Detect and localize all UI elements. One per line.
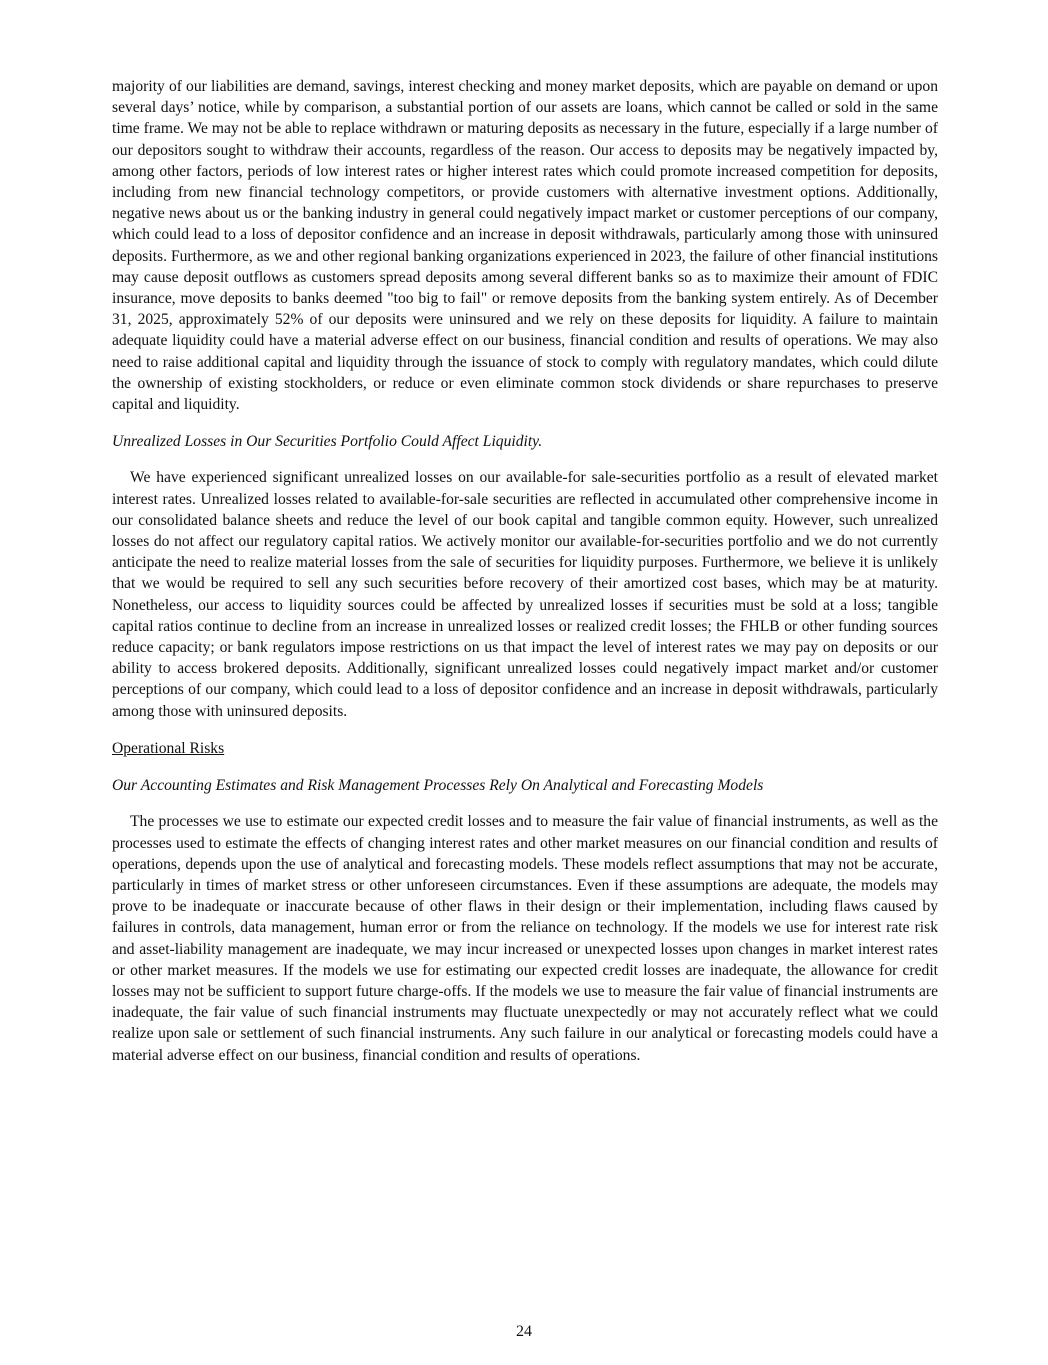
document-page: [112, 76, 938, 1066]
page-number: 24: [516, 1323, 532, 1340]
section-heading-unrealized-losses: Unrealized Losses in Our Securities Portfolio Could Affect Liquidity.: [112, 433, 543, 451]
paragraph-liquidity-continued: majority of our liabilities are demand, savings, interest checking and money market deposits, which are payable on demand or upon several days’ notice, while by comparison, a substantial portion of our assets are loans, which cannot be called or sold in the same time frame. We may not be able to replace withdrawn or maturing deposits as necessary in the future, especially if a large number of our depositors sought to withdraw their accounts, regardless of the reason. Our access to deposits may be negatively impacted by, among other factors, periods of low interest rates or higher interest rates which could promote increased competition for deposits, including from new financial technology competitors, or provide customers with alternative investment options. Additionally, negative news about us or the banking industry in general could negatively impact market or customer perceptions of our company, which could lead to a loss of depositor confidence and an increase in deposit withdrawals, particularly among those with uninsured deposits. Furthermore, as we and other regional banking organizations experienced in 2023, the failure of other financial institutions may cause deposit outflows as customers spread deposits among several different banks so as to maximize their amount of FDIC insurance, move deposits to banks deemed "too big to fail" or remove deposits from the banking system entirely. As of December 31, 2025, approximately 52% of our deposits were uninsured and we rely on these deposits for liquidity. A failure to maintain adequate liquidity could have a material adverse effect on our business, financial condition and results of operations. We may also need to raise additional capital and liquidity through the issuance of stock to comply with regulatory mandates, which could dilute the ownership of existing stockholders, or reduce or even eliminate common stock dividends or share repurchases to preserve capital and liquidity.: [112, 78, 938, 414]
paragraph-analytical-models: The processes we use to estimate our expected credit losses and to measure the fair value of financial instruments, as well as the processes used to estimate the effects of changing interest rates and other market measures on our financial condition and results of operations, depends upon the use of analytical and forecasting models. These models reflect assumptions that may not be accurate, particularly in times of market stress or other unforeseen circumstances. Even if these assumptions are adequate, the models may prove to be inadequate or inaccurate because of other flaws in their design or their implementation, including flaws caused by failures in controls, data management, human error or from the reliance on technology. If the models we use for interest rate risk and asset-liability management are inadequate, we may incur increased or unexpected losses upon changes in market interest rates or other market measures. If the models we use for estimating our expected credit losses are inadequate, the allowance for credit losses may not be sufficient to support future charge-offs. If the models we use to measure the fair value of financial instruments are inadequate, the fair value of such financial instruments may fluctuate unexpectedly or may not accurately reflect what we could realize upon sale or settlement of such financial instruments. Any such failure in our analytical or forecasting models could have a material adverse effect on our business, financial condition and results of operations.: [112, 813, 938, 1064]
section-heading-analytical-models: Our Accounting Estimates and Risk Management Processes Rely On Analytical and Forecasting Models: [112, 777, 764, 795]
section-heading-operational-risks: Operational Risks: [112, 739, 225, 757]
paragraph-unrealized-losses: We have experienced significant unrealized losses on our available-for sale-securities portfolio as a result of elevated market interest rates. Unrealized losses related to available-for-sale securities are reflected in accumulated other comprehensive income in our consolidated balance sheets and reduce the level of our book capital and tangible common equity. However, such unrealized losses do not affect our regulatory capital ratios. We actively monitor our available-for-securities portfolio and we do not currently anticipate the need to realize material losses from the sale of securities for liquidity purposes. Furthermore, we believe it is unlikely that we would be required to sell any such securities before recovery of their amortized cost bases, which may be at maturity. Nonetheless, our access to liquidity sources could be affected by unrealized losses if securities must be sold at a loss; tangible capital ratios continue to decline from an increase in unrealized losses or realized credit losses; the FHLB or other funding sources reduce capacity; or bank regulators impose restrictions on us that impact the level of interest rates we may pay on deposits or our ability to access brokered deposits. Additionally, significant unrealized losses could negatively impact market and/or customer perceptions of our company, which could lead to a loss of depositor confidence and an increase in deposit withdrawals, particularly among those with uninsured deposits.: [112, 469, 938, 720]
